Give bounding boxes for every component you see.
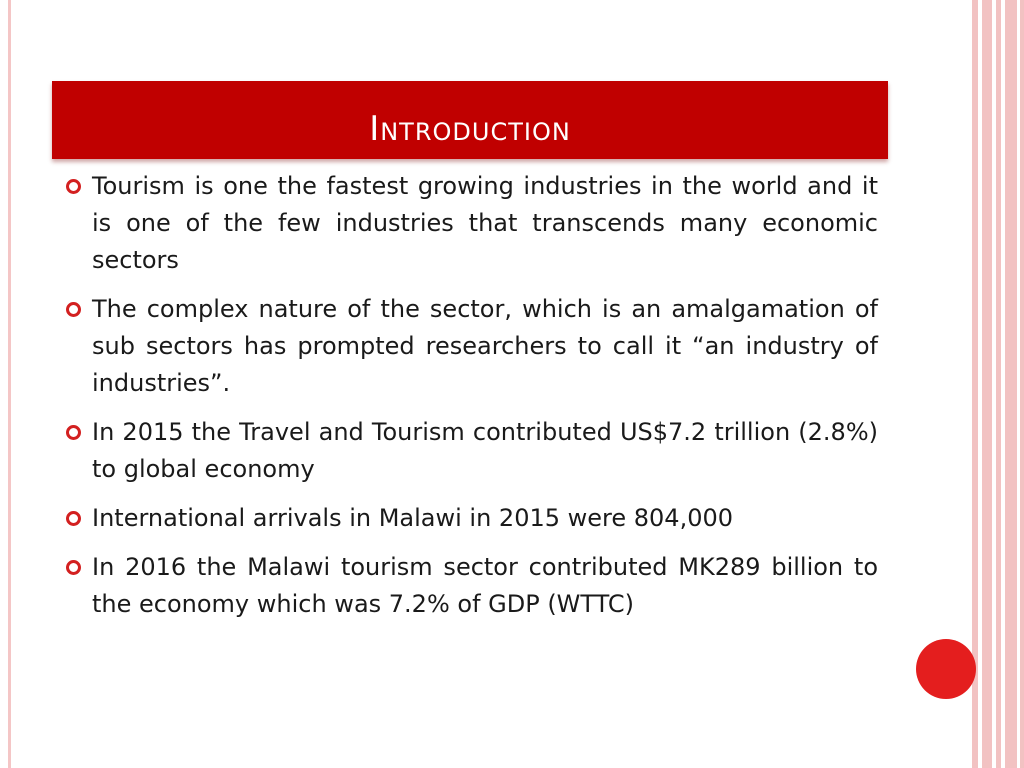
stripe xyxy=(982,0,992,768)
bullet-item xyxy=(66,549,878,623)
decorative-circle xyxy=(916,639,976,699)
bullet-text: International arrivals in Malawi in 2015 were 804,000 xyxy=(92,504,734,532)
bullet-text: The complex nature of the sector, which is an amalgamation of sub sectors has prompted researchers to call it “an industry of industries”. xyxy=(92,295,878,397)
bullet-text: Tourism is one the fastest growing industries in the world and it is one of the few industries that transcends many economic sectors xyxy=(92,172,878,274)
bullet-item xyxy=(66,168,878,279)
stripe xyxy=(972,0,978,768)
stripe xyxy=(996,0,1001,768)
bullet-text: In 2016 the Malawi tourism sector contributed MK289 billion to the economy which was 7.2% of GDP (WTTC) xyxy=(92,553,878,618)
bullet-list xyxy=(66,168,878,635)
bullet-item xyxy=(66,414,878,488)
ring-bullet-icon xyxy=(66,179,81,194)
ring-bullet-icon xyxy=(66,560,81,575)
ring-bullet-icon xyxy=(66,511,81,526)
slide-title: Introduction xyxy=(369,109,571,149)
stripe xyxy=(1020,0,1024,768)
left-border-line xyxy=(8,0,11,768)
right-decorative-stripes xyxy=(972,0,1024,768)
ring-bullet-icon xyxy=(66,302,81,317)
bullet-item xyxy=(66,291,878,402)
ring-bullet-icon xyxy=(66,425,81,440)
title-bar xyxy=(52,81,888,159)
bullet-text: In 2015 the Travel and Tourism contributed US$7.2 trillion (2.8%) to global economy xyxy=(92,418,878,483)
bullet-item xyxy=(66,500,878,537)
stripe xyxy=(1005,0,1017,768)
